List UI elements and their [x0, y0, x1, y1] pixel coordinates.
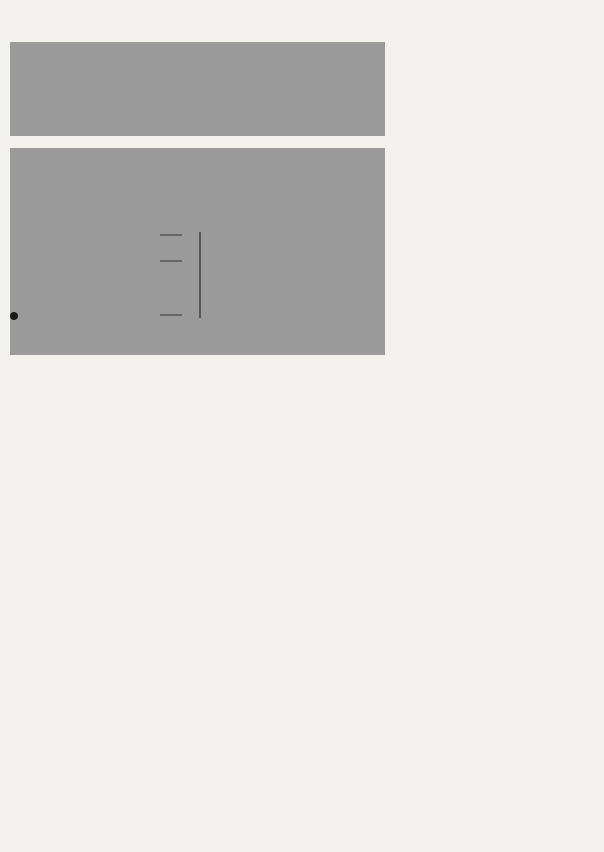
scale-axis [10, 148, 385, 355]
column-3 [396, 6, 594, 16]
column-1 [12, 362, 192, 368]
quality-scale-figure [10, 148, 385, 355]
example-header-box [10, 42, 385, 136]
